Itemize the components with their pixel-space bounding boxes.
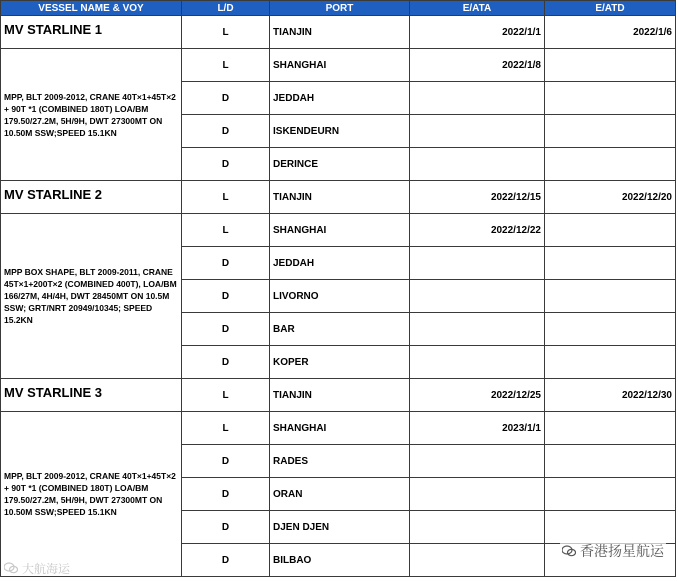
vessel-description: MPP, BLT 2009-2012, CRANE 40T×1+45T×2 + 90T *1 (COMBINED 180T) LOA/BM 179.50/27.2M, 5H/9H, DWT 27300MT ON 10.50M SSW;SPEED 15.1KN — [1, 49, 182, 181]
table-row — [1, 379, 676, 412]
table-row — [1, 214, 676, 247]
ld-cell: D — [182, 313, 270, 346]
port-cell: KOPER — [270, 346, 410, 379]
ld-cell: D — [182, 478, 270, 511]
eta-cell: 2022/1/1 — [410, 16, 545, 49]
port-cell: BAR — [270, 313, 410, 346]
ld-cell: L — [182, 49, 270, 82]
port-cell: TIANJIN — [270, 16, 410, 49]
eta-cell: 2022/12/22 — [410, 214, 545, 247]
vessel-description: MPP, BLT 2009-2012, CRANE 40T×1+45T×2 + 90T *1 (COMBINED 180T) LOA/BM 179.50/27.2M, 5H/9H, DWT 27300MT ON 10.50M SSW;SPEED 15.1KN — [1, 412, 182, 577]
wechat-icon — [562, 545, 576, 557]
header-port: PORT — [270, 1, 410, 16]
table-row — [1, 181, 676, 214]
vessel-name: MV STARLINE 1 — [1, 16, 182, 49]
etd-cell — [545, 247, 676, 280]
etd-cell: 2022/1/6 — [545, 16, 676, 49]
table-row — [1, 16, 676, 49]
port-cell: RADES — [270, 445, 410, 478]
eta-cell — [410, 82, 545, 115]
watermark-left — [4, 560, 70, 577]
ld-cell: L — [182, 379, 270, 412]
eta-cell: 2023/1/1 — [410, 412, 545, 445]
schedule-body — [1, 16, 676, 577]
port-cell: JEDDAH — [270, 82, 410, 115]
port-cell: BILBAO — [270, 544, 410, 577]
port-cell: DJEN DJEN — [270, 511, 410, 544]
port-cell: LIVORNO — [270, 280, 410, 313]
ld-cell: D — [182, 346, 270, 379]
eta-cell: 2022/1/8 — [410, 49, 545, 82]
etd-cell — [545, 148, 676, 181]
ld-cell: D — [182, 511, 270, 544]
ld-cell: D — [182, 247, 270, 280]
table-row — [1, 49, 676, 82]
vessel-name: MV STARLINE 3 — [1, 379, 182, 412]
watermark-left-text: 大航海运 — [22, 562, 71, 576]
ld-cell: D — [182, 280, 270, 313]
etd-cell — [545, 412, 676, 445]
port-cell: TIANJIN — [270, 181, 410, 214]
etd-cell — [545, 214, 676, 247]
eta-cell: 2022/12/25 — [410, 379, 545, 412]
ld-cell: D — [182, 82, 270, 115]
etd-cell — [545, 346, 676, 379]
header-ld: L/D — [182, 1, 270, 16]
header-row — [1, 1, 676, 16]
ld-cell: D — [182, 115, 270, 148]
eta-cell — [410, 247, 545, 280]
table-row — [1, 412, 676, 445]
ld-cell: D — [182, 445, 270, 478]
vessel-name: MV STARLINE 2 — [1, 181, 182, 214]
etd-cell: 2022/12/20 — [545, 181, 676, 214]
eta-cell — [410, 313, 545, 346]
watermark-right — [560, 541, 666, 561]
port-cell: ISKENDEURN — [270, 115, 410, 148]
etd-cell: 2022/12/30 — [545, 379, 676, 412]
ld-cell: D — [182, 544, 270, 577]
eta-cell: 2022/12/15 — [410, 181, 545, 214]
etd-cell — [545, 49, 676, 82]
etd-cell — [545, 115, 676, 148]
etd-cell — [545, 82, 676, 115]
port-cell: TIANJIN — [270, 379, 410, 412]
vessel-description: MPP BOX SHAPE, BLT 2009-2011, CRANE 45T×1+200T×2 (COMBINED 400T), LOA/BM 166/27M, 4H/4H, DWT 28450MT ON 10.5M SSW; GRT/NRT 20949/10345; SPEED 15.2KN — [1, 214, 182, 379]
eta-cell — [410, 511, 545, 544]
eta-cell — [410, 346, 545, 379]
etd-cell — [545, 478, 676, 511]
eta-cell — [410, 115, 545, 148]
etd-cell — [545, 280, 676, 313]
ld-cell: L — [182, 181, 270, 214]
wechat-icon — [4, 562, 18, 574]
ld-cell: L — [182, 16, 270, 49]
ld-cell: L — [182, 412, 270, 445]
port-cell: SHANGHAI — [270, 214, 410, 247]
port-cell: SHANGHAI — [270, 49, 410, 82]
port-cell: ORAN — [270, 478, 410, 511]
etd-cell — [545, 511, 676, 544]
port-cell: SHANGHAI — [270, 412, 410, 445]
eta-cell — [410, 544, 545, 577]
eta-cell — [410, 280, 545, 313]
header-vessel: VESSEL NAME & VOY — [1, 1, 182, 16]
etd-cell — [545, 313, 676, 346]
header-etd: E/ATD — [545, 1, 676, 16]
port-cell: JEDDAH — [270, 247, 410, 280]
etd-cell — [545, 445, 676, 478]
port-cell: DERINCE — [270, 148, 410, 181]
eta-cell — [410, 445, 545, 478]
header-eta: E/ATA — [410, 1, 545, 16]
ld-cell: D — [182, 148, 270, 181]
eta-cell — [410, 148, 545, 181]
ld-cell: L — [182, 214, 270, 247]
watermark-right-text: 香港扬星航运 — [580, 544, 664, 560]
eta-cell — [410, 478, 545, 511]
